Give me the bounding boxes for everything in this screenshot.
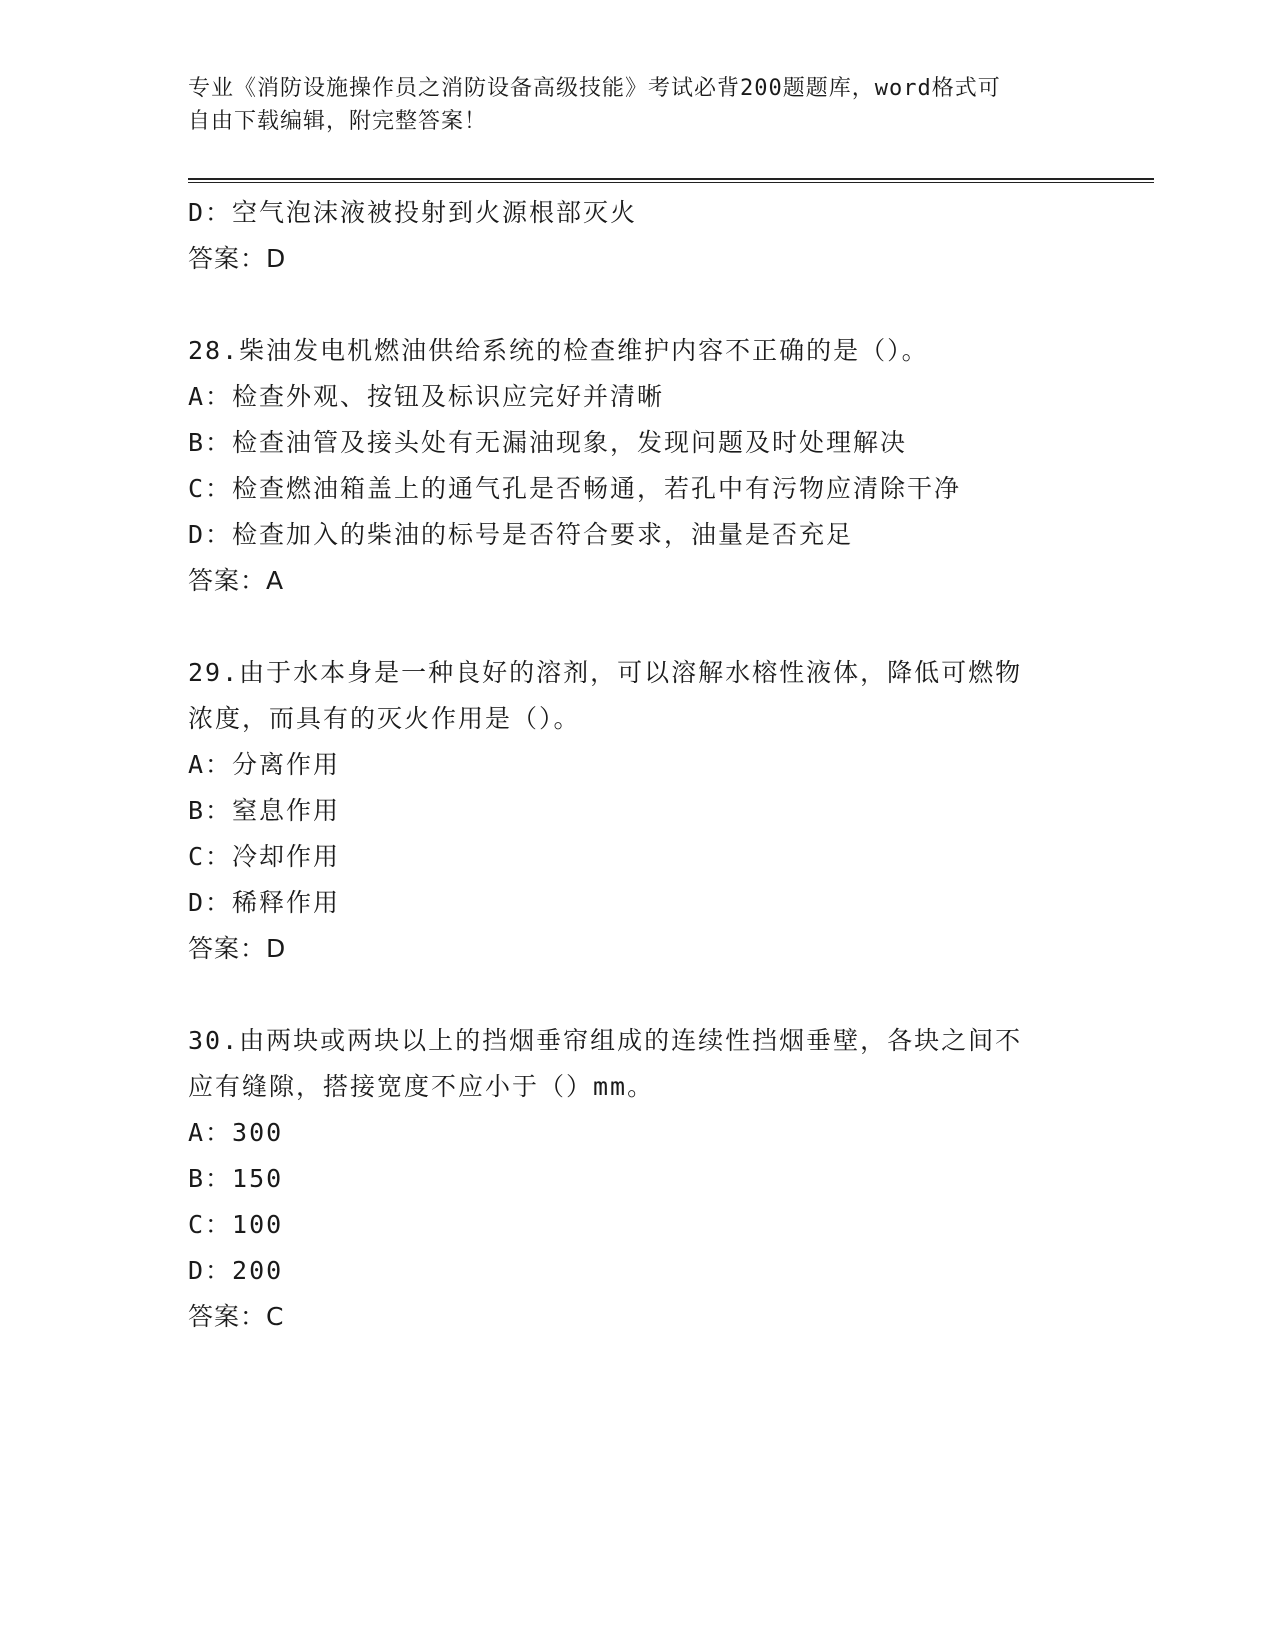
answer-line: 答案：D (188, 244, 287, 273)
option-b: B：窒息作用 (188, 796, 341, 825)
option-d: D：检查加入的柴油的标号是否符合要求，油量是否充足 (188, 520, 854, 549)
question-text (188, 328, 1088, 374)
option-a: A：分离作用 (188, 750, 341, 779)
option-c: C：100 (188, 1210, 284, 1239)
header-line-1: 专业《消防设施操作员之消防设备高级技能》考试必背200题题库，word格式可 (188, 76, 1001, 101)
option-a: A：检查外观、按钮及标识应完好并清晰 (188, 382, 665, 411)
question-list (188, 190, 1088, 1340)
option-c: C：检查燃油箱盖上的通气孔是否畅通，若孔中有污物应清除干净 (188, 474, 962, 503)
question-text (188, 650, 1088, 742)
question-spacer (188, 972, 1088, 1018)
answer-line: 答案：C (188, 1302, 285, 1331)
header-line-2: 自由下载编辑，附完整答案！ (188, 109, 488, 134)
question-text-line: 浓度，而具有的灭火作用是（）。 (188, 704, 581, 733)
question-block (188, 1018, 1088, 1340)
header-divider (188, 178, 1154, 183)
question-spacer (188, 282, 1088, 328)
question-text-line: 28.柴油发电机燃油供给系统的检查维护内容不正确的是（）。 (188, 336, 929, 365)
answer-line: 答案：D (188, 934, 287, 963)
answer-line: 答案：A (188, 566, 285, 595)
option-d: D：200 (188, 1256, 284, 1285)
question-text (188, 1018, 1088, 1110)
question-block (188, 650, 1088, 972)
option-d: D：空气泡沫液被投射到火源根部灭火 (188, 198, 638, 227)
question-text-line: 29.由于水本身是一种良好的溶剂，可以溶解水榕性液体，降低可燃物 (188, 658, 1023, 687)
question-block (188, 328, 1088, 604)
page-header (188, 72, 1068, 138)
option-c: C：冷却作用 (188, 842, 341, 871)
question-text-line: 应有缝隙，搭接宽度不应小于（）mm。 (188, 1072, 655, 1101)
option-b: B：150 (188, 1164, 284, 1193)
option-d: D：稀释作用 (188, 888, 341, 917)
option-a: A：300 (188, 1118, 284, 1147)
question-text-line: 30.由两块或两块以上的挡烟垂帘组成的连续性挡烟垂壁，各块之间不 (188, 1026, 1023, 1055)
question-spacer (188, 604, 1088, 650)
option-b: B：检查油管及接头处有无漏油现象，发现问题及时处理解决 (188, 428, 908, 457)
